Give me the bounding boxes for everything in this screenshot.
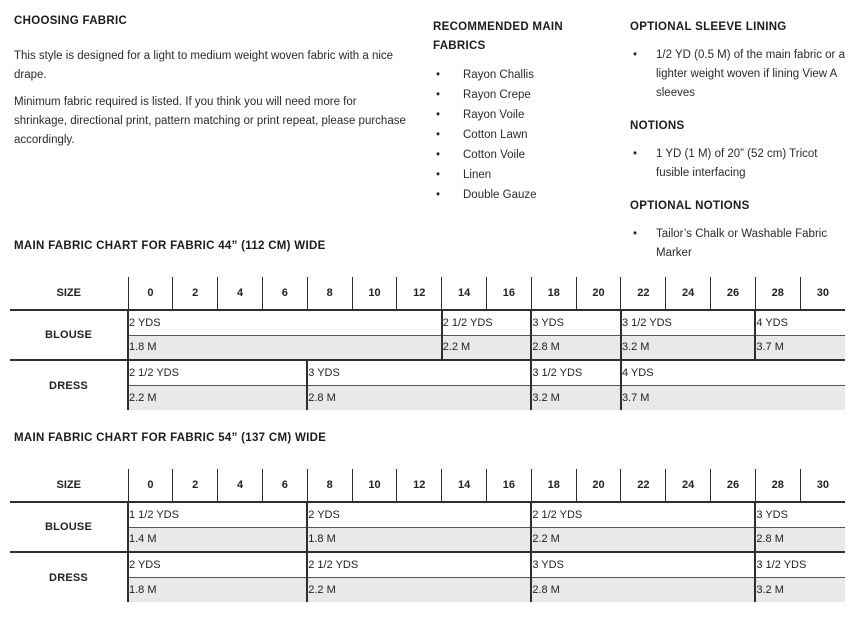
size-header-cell: 22 (621, 469, 666, 502)
meters-cell: 3.7 M (621, 385, 845, 410)
yardage-cell: 3 1/2 YDS (755, 552, 845, 577)
yardage-cell: 3 YDS (307, 360, 531, 385)
size-header-row (10, 469, 845, 502)
list-item-text: Tailor’s Chalk or Washable Fabric Marker (656, 228, 828, 259)
size-header-cell: 10 (352, 469, 397, 502)
list-item (433, 125, 619, 145)
list-item-text: Cotton Lawn (463, 129, 528, 141)
meters-cell: 3.2 M (621, 335, 755, 360)
meters-cell: 3.7 M (755, 335, 845, 360)
choosing-fabric-paragraph: This style is designed for a light to medium weight woven fabric with a nice drape. (14, 50, 394, 81)
yardage-cell: 2 1/2 YDS (531, 502, 755, 527)
size-header-cell: 30 (800, 277, 845, 310)
size-header-cell: 0 (128, 469, 173, 502)
size-header-cell: 2 (173, 277, 218, 310)
yardage-row (10, 552, 845, 577)
meters-cell: 3.2 M (755, 577, 845, 602)
size-header-cell: 28 (755, 277, 800, 310)
yardage-cell: 1 1/2 YDS (128, 502, 307, 527)
size-header-cell: 20 (576, 469, 621, 502)
choosing-fabric-section (14, 12, 406, 158)
list-item-text: Linen (463, 169, 492, 181)
choosing-fabric-heading: CHOOSING FABRIC (14, 15, 128, 27)
list-item (630, 145, 851, 183)
meters-row (10, 385, 845, 410)
fabric-chart-table-54 (10, 469, 845, 602)
size-header-cell: 18 (531, 469, 576, 502)
bullet-icon: • (633, 49, 638, 61)
size-header-cell: 16 (487, 469, 532, 502)
list-item (433, 65, 619, 85)
yardage-cell: 2 1/2 YDS (442, 310, 532, 335)
recommended-fabrics-heading: RECOMMENDED MAIN FABRICS (433, 21, 564, 52)
meters-row (10, 527, 845, 552)
list-item (433, 105, 619, 125)
size-header-cell: 18 (531, 277, 576, 310)
list-item-text: 1/2 YD (0.5 M) of the main fabric or a lighter weight woven if lining View A sleeves (656, 49, 845, 99)
recommended-fabrics-list (433, 65, 619, 205)
bullet-icon: • (436, 129, 441, 141)
size-header-cell: 20 (576, 277, 621, 310)
size-header-row (10, 277, 845, 310)
garment-label: DRESS (10, 552, 128, 602)
size-header-cell: 14 (442, 469, 487, 502)
fabric-chart-table-44 (10, 277, 845, 410)
yardage-cell: 2 1/2 YDS (307, 552, 531, 577)
size-header-cell: 12 (397, 277, 442, 310)
size-header-cell: 14 (442, 277, 487, 310)
yardage-cell: 3 1/2 YDS (531, 360, 621, 385)
size-header-cell: 2 (173, 469, 218, 502)
yardage-cell: 4 YDS (755, 310, 845, 335)
size-header-cell: 4 (218, 469, 263, 502)
recommended-fabrics-section (433, 18, 619, 205)
yardage-cell: 2 1/2 YDS (128, 360, 307, 385)
size-header-cell: 16 (487, 277, 532, 310)
yardage-cell: 3 YDS (531, 310, 621, 335)
list-item-text: Rayon Voile (463, 109, 525, 121)
garment-label: BLOUSE (44, 521, 93, 533)
yardage-cell: 2 YDS (128, 310, 442, 335)
size-column-label: SIZE (10, 469, 128, 502)
yardage-row (10, 360, 845, 385)
optional-notions-list (630, 225, 851, 263)
list-item (433, 185, 619, 205)
yardage-row (10, 502, 845, 527)
list-item (630, 46, 851, 103)
garment-label: BLOUSE (44, 329, 93, 341)
bullet-icon: • (633, 148, 638, 160)
meters-cell: 2.2 M (531, 527, 755, 552)
optional-sleeve-lining-heading: OPTIONAL SLEEVE LINING (630, 21, 787, 33)
meters-cell: 2.8 M (531, 335, 621, 360)
bullet-icon: • (436, 109, 441, 121)
size-header-cell: 26 (711, 469, 756, 502)
fabric-chart-title-54: MAIN FABRIC CHART FOR FABRIC 54” (137 CM) WIDE (14, 432, 327, 444)
list-item (433, 165, 619, 185)
yardage-cell: 3 YDS (755, 502, 845, 527)
list-item (433, 85, 619, 105)
size-header-cell: 6 (262, 469, 307, 502)
size-header-cell: 24 (666, 277, 711, 310)
list-item (433, 145, 619, 165)
list-item-text: Rayon Crepe (463, 89, 531, 101)
size-header-cell: 6 (262, 277, 307, 310)
size-header-cell: 30 (800, 469, 845, 502)
choosing-fabric-paragraph: Minimum fabric required is listed. If you think you will need more for shrinkage, directional print, pattern matching or print repeat, please purchase accordingly. (14, 96, 406, 146)
notions-section (630, 18, 851, 263)
yardage-cell: 4 YDS (621, 360, 845, 385)
meters-cell: 1.8 M (128, 577, 307, 602)
size-header-cell: 28 (755, 469, 800, 502)
yardage-cell: 2 YDS (307, 502, 531, 527)
yardage-cell: 3 YDS (531, 552, 755, 577)
meters-cell: 2.8 M (755, 527, 845, 552)
meters-cell: 2.8 M (531, 577, 755, 602)
bullet-icon: • (436, 169, 441, 181)
meters-cell: 1.8 M (128, 335, 442, 360)
list-item-text: Cotton Voile (463, 149, 526, 161)
size-header-cell: 4 (218, 277, 263, 310)
size-column-label: SIZE (10, 277, 128, 310)
size-header-cell: 22 (621, 277, 666, 310)
size-header-cell: 24 (666, 469, 711, 502)
size-header-cell: 12 (397, 469, 442, 502)
bullet-icon: • (633, 228, 638, 240)
size-header-cell: 10 (352, 277, 397, 310)
list-item (630, 225, 851, 263)
list-item-text: 1 YD (1 M) of 20” (52 cm) Tricot fusible interfacing (656, 148, 818, 179)
size-header-cell: 26 (711, 277, 756, 310)
meters-cell: 1.8 M (307, 527, 531, 552)
bullet-icon: • (436, 89, 441, 101)
notions-heading: NOTIONS (630, 120, 685, 132)
list-item-text: Double Gauze (463, 189, 537, 201)
meters-row (10, 577, 845, 602)
optional-sleeve-lining-list (630, 46, 851, 103)
list-item-text: Rayon Challis (463, 69, 534, 81)
meters-row (10, 335, 845, 360)
bullet-icon: • (436, 189, 441, 201)
bullet-icon: • (436, 69, 441, 81)
notions-list (630, 145, 851, 183)
meters-cell: 2.2 M (307, 577, 531, 602)
garment-label: DRESS (10, 360, 128, 410)
meters-cell: 1.4 M (128, 527, 307, 552)
yardage-cell: 3 1/2 YDS (621, 310, 755, 335)
meters-cell: 3.2 M (531, 385, 621, 410)
yardage-row (10, 310, 845, 335)
meters-cell: 2.2 M (128, 385, 307, 410)
yardage-cell: 2 YDS (128, 552, 307, 577)
meters-cell: 2.8 M (307, 385, 531, 410)
size-header-cell: 8 (307, 277, 352, 310)
size-header-cell: 0 (128, 277, 173, 310)
optional-notions-heading: OPTIONAL NOTIONS (630, 200, 750, 212)
meters-cell: 2.2 M (442, 335, 532, 360)
size-header-cell: 8 (307, 469, 352, 502)
fabric-chart-title-44: MAIN FABRIC CHART FOR FABRIC 44” (112 CM) WIDE (14, 240, 326, 252)
bullet-icon: • (436, 149, 441, 161)
